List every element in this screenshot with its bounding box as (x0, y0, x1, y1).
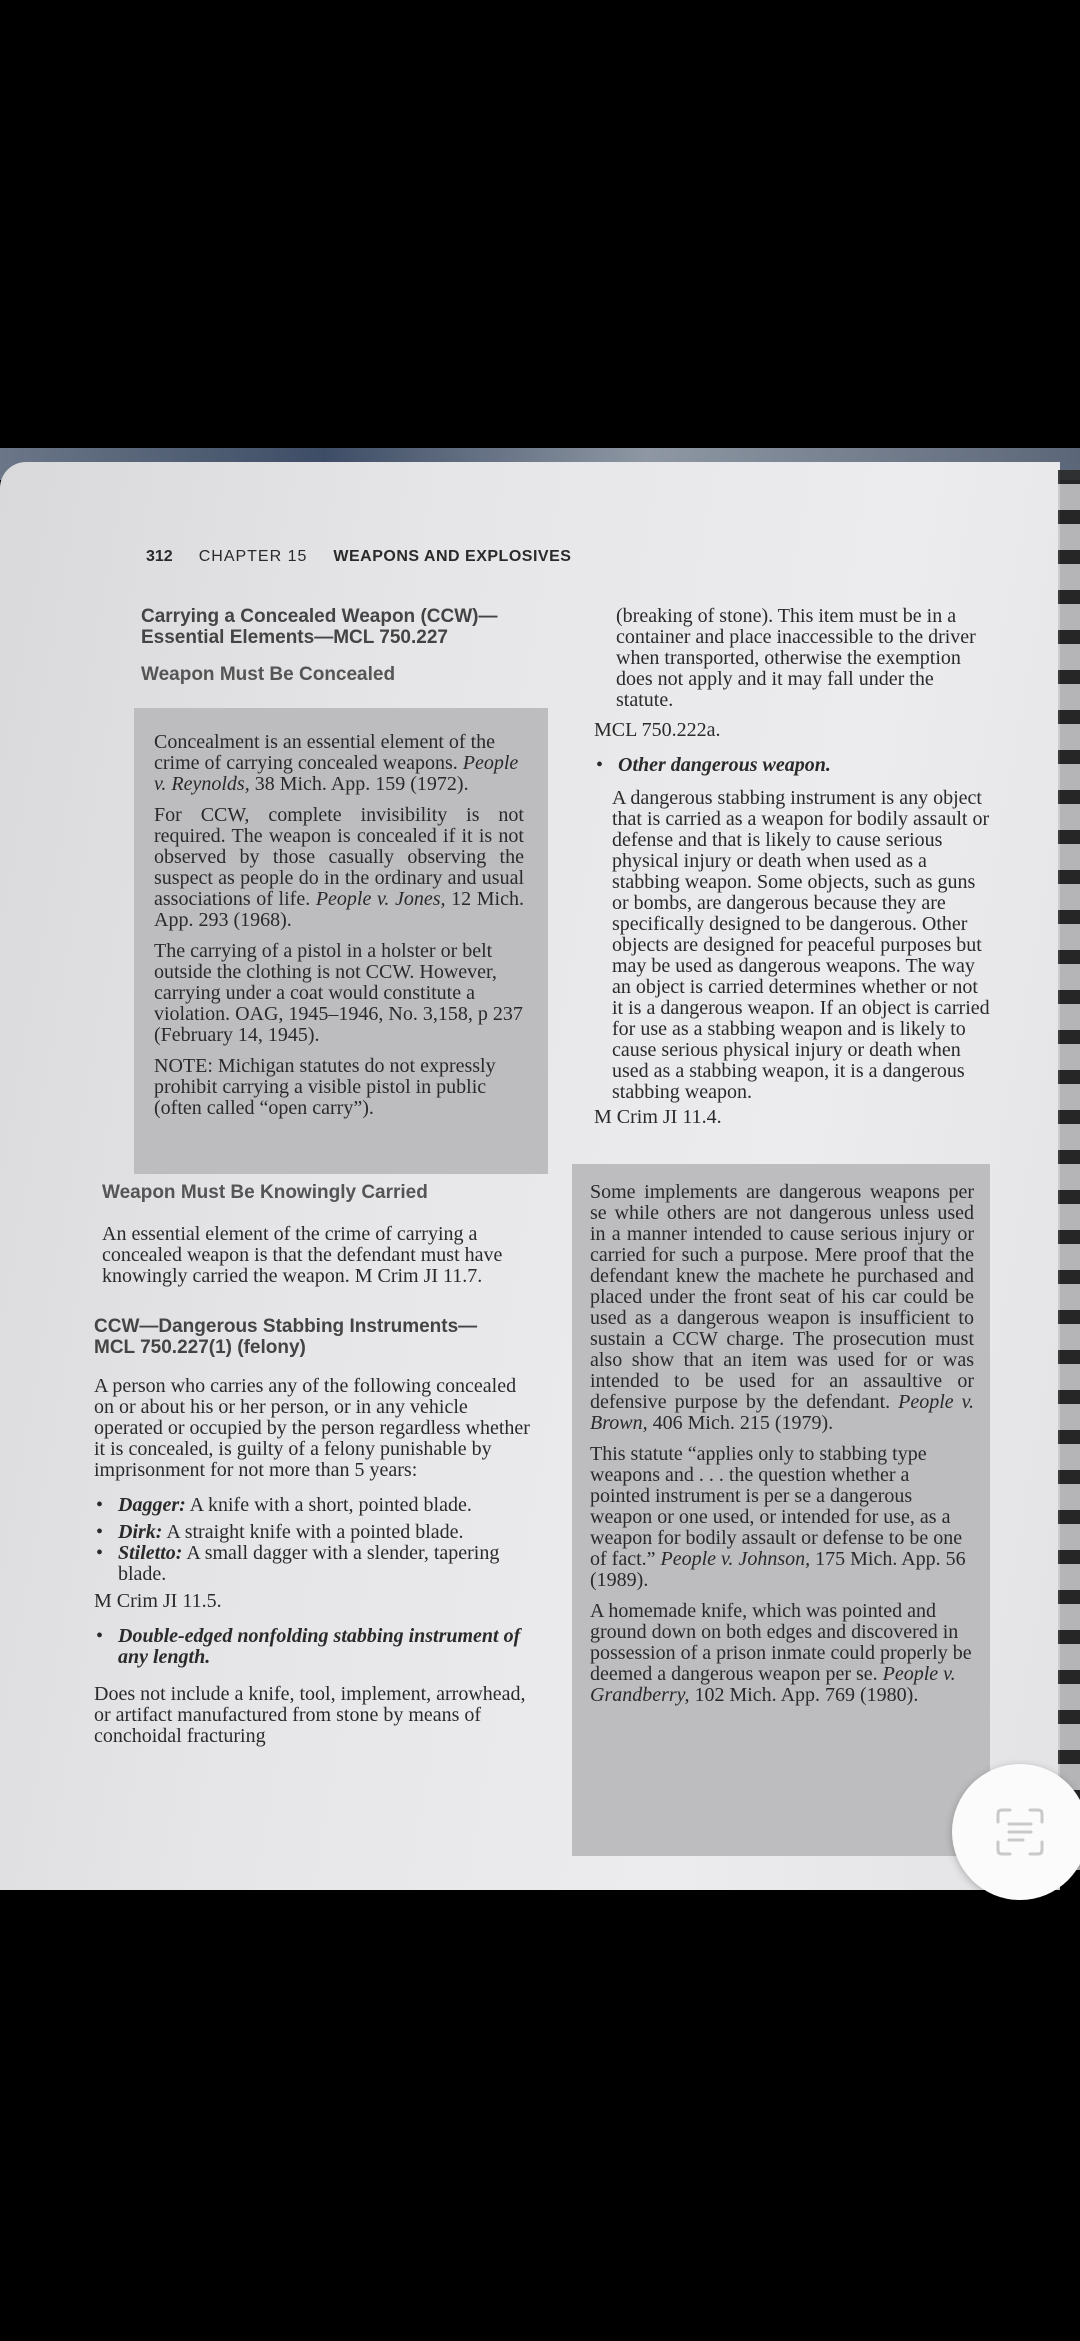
section-knowingly (102, 1182, 542, 1287)
spiral-binding (1058, 470, 1080, 1870)
subheading-knowingly: Weapon Must Be Knowingly Carried (102, 1182, 428, 1203)
section-ccw-heading (141, 606, 561, 686)
chapter-title: WEAPONS AND EXPLOSIVES (333, 548, 572, 565)
list-item: • Dirk: A straight knife with a pointed blade. (94, 1522, 534, 1543)
per-se-paragraph: Some implements are dangerous weapons per se while others are not dangerous unless used in a manner intended to cause serious injury or carried for such a purpose. Mere proof that the defendant knew the machete he purchased and placed under the front seat of his car could be used as a dangerous weapon is insufficient to sustain a CCW charge. The prosecution must also show that an item was used for or was intended to be used for an assaultive or defensive purpose by the defendant. People v. Brown, 406 Mich. 215 (1979). (590, 1181, 975, 1434)
page-number: 312 (146, 548, 173, 565)
double-edged-list (94, 1626, 534, 1668)
right-definition (594, 720, 994, 1128)
stabbing-definition-paragraph: A dangerous stabbing instrument is any object that is carried as a weapon for bodily assault or defense and that is likely to cause serious physical injury or death when used as a stabbing weapon. Some objects, such as guns or bombs, are dangerous because they are specifically designed to be dangerous. Other objects are designed for peaceful purposes but may be used as dangerous weapons. The way an object is carried determines whether or not it is a dangerous weapon. If an object is carried for use as a stabbing weapon and is likely to cause serious physical injury or death when used as a stabbing weapon, it is a dangerous stabbing weapon. (612, 787, 990, 1103)
chapter-label: CHAPTER 15 (198, 548, 308, 565)
open-carry-note: NOTE: Michigan statutes do not expressly prohibit carrying a visible pistol in public (often called “open carry”). (154, 1055, 496, 1119)
stabbing-heading-line2: MCL 750.227(1) (felony) (94, 1337, 306, 1358)
stabbing-intro: A person who carries any of the following concealed on or about his or her person, or in any vehicle operated or occupied by the person regardless whether it is concealed, is guilty of a felony punishable by imprisonment for not more than 5 years: (94, 1375, 530, 1481)
knowingly-paragraph: An essential element of the crime of carrying a concealed weapon is that the defendant must have knowingly carried the weapon. M Crim JI 11.7. (102, 1223, 503, 1287)
subheading-concealed: Weapon Must Be Concealed (141, 664, 396, 685)
right-top-text (616, 606, 992, 711)
list-item: • Double-edged nonfolding stabbing instrument of any length. (94, 1626, 534, 1668)
section-heading-line2: Essential Elements—MCL 750.227 (141, 627, 448, 648)
crim-ji-cite: M Crim JI 11.5. (94, 1590, 222, 1612)
mcl-cite: MCL 750.222a. (594, 719, 721, 741)
exemption-paragraph: Does not include a knife, tool, implement, arrowhead, or artifact manufactured from stone by means of conchoidal fracturing (94, 1683, 526, 1747)
weapon-definition-list (94, 1495, 534, 1585)
list-item: • Stiletto: A small dagger with a slender, tapering blade. (94, 1543, 534, 1585)
shaded-box-left (134, 708, 548, 1174)
section-stabbing (94, 1316, 534, 1747)
list-item: • Dagger: A knife with a short, pointed blade. (94, 1495, 534, 1516)
breaking-stone-paragraph: (breaking of stone). This item must be in a container and place inaccessible to the driver when transported, otherwise the exemption does not apply and it may fall under the statute. (616, 605, 976, 711)
scan-text-button[interactable] (952, 1764, 1080, 1900)
scan-text-icon (992, 1804, 1048, 1860)
shaded-box-right (572, 1164, 990, 1856)
page-header (146, 548, 593, 566)
homemade-knife-paragraph: A homemade knife, which was pointed and ground down on both edges and discovered in possession of a prison inmate could properly be deemed a dangerous weapon per se. People v. Grandberry, 102 Mich. App. 769 (1980). (590, 1600, 972, 1706)
statute-paragraph: This statute “applies only to stabbing type weapons and . . . the question whether a pointed instrument is per se a dangerous weapon or one used, or intended for use, as a weapon for bodily assault or defense to be one of fact.” People v. Johnson, 175 Mich. App. 56 (1989). (590, 1443, 966, 1591)
invisibility-paragraph: For CCW, complete invisibility is not required. The weapon is concealed if it is not observed by those casually observing the suspect as people do in the ordinary and usual associations of life. People v. Jones, 12 Mich. App. 293 (1968). (154, 804, 524, 931)
section-heading-line1: Carrying a Concealed Weapon (CCW)— (141, 606, 498, 627)
crim-ji-cite-2: M Crim JI 11.4. (594, 1106, 722, 1128)
other-weapon-list (594, 755, 994, 776)
stabbing-heading-line1: CCW—Dangerous Stabbing Instruments— (94, 1316, 478, 1337)
holster-paragraph: The carrying of a pistol in a holster or belt outside the clothing is not CCW. However, carrying under a coat would constitute a violation. OAG, 1945–1946, No. 3,158, p 237 (February 14, 1945). (154, 940, 523, 1046)
concealment-paragraph: Concealment is an essential element of the crime of carrying concealed weapons. People v. Reynolds, 38 Mich. App. 159 (1972). (154, 731, 519, 795)
list-item: • Other dangerous weapon. (594, 755, 994, 776)
